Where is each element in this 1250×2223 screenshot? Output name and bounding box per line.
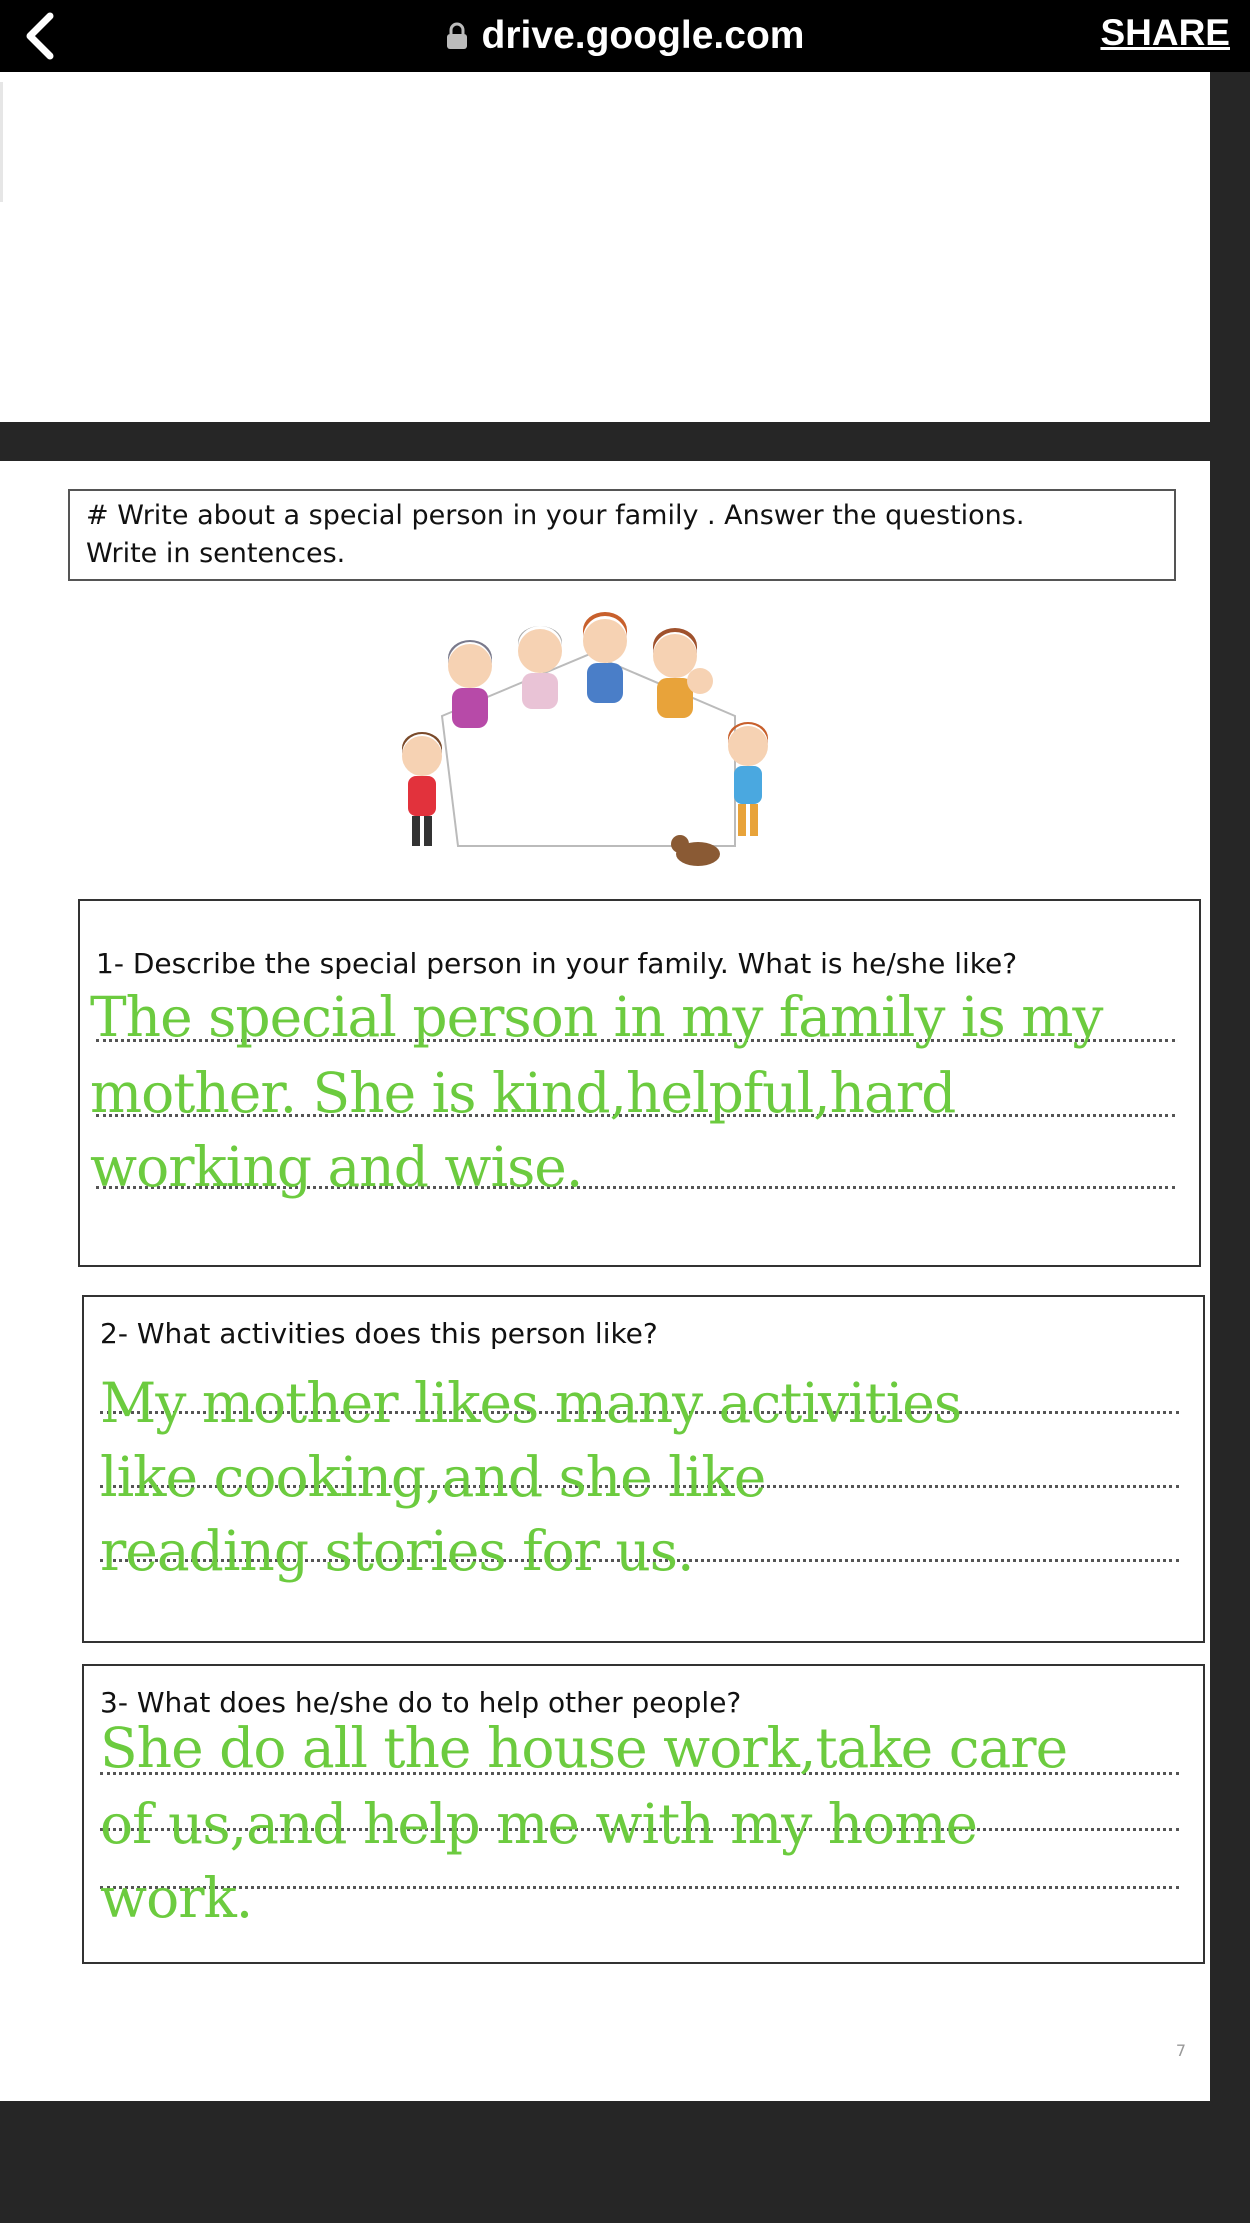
browser-top-bar <box>0 0 1250 72</box>
question-3-text: 3- What does he/she do to help other people? <box>100 1686 742 1719</box>
answer-2-line-1: My mother likes many activities <box>100 1371 962 1435</box>
url-text: drive.google.com <box>481 14 805 57</box>
answer-3-line-2: of us,and help me with my home <box>100 1792 978 1856</box>
instruction-line-2: Write in sentences. <box>86 538 346 569</box>
previous-page <box>0 72 1210 422</box>
answer-2-line-3: reading stories for us. <box>100 1519 694 1583</box>
page-number: 7 <box>1175 2041 1186 2060</box>
address-bar[interactable] <box>446 14 805 58</box>
question-3-box <box>82 1664 1205 1964</box>
answer-1-line-1: The special person in my family is my <box>90 985 1103 1049</box>
lock-icon <box>446 22 468 50</box>
worksheet-page <box>0 461 1210 2101</box>
share-button[interactable]: SHARE <box>1100 12 1230 53</box>
instruction-line-1: # Write about a special person in your family . Answer the questions. <box>86 500 1025 531</box>
chevron-left-icon <box>14 10 66 62</box>
answer-1-line-3: working and wise. <box>90 1135 583 1199</box>
question-1-box <box>78 899 1201 1267</box>
answer-3-line-3: work. <box>100 1866 253 1930</box>
question-1-text: 1- Describe the special person in your family. What is he/she like? <box>96 947 1018 980</box>
family-illustration <box>380 606 800 886</box>
back-button[interactable] <box>14 10 66 62</box>
question-2-text: 2- What activities does this person like? <box>100 1317 658 1350</box>
answer-1-line-2: mother. She is kind,helpful,hard <box>90 1061 956 1125</box>
answer-3-line-1: She do all the house work,take care <box>100 1716 1068 1780</box>
instruction-box <box>68 489 1176 581</box>
question-2-box <box>82 1295 1205 1643</box>
answer-2-line-2: like cooking,and she like <box>100 1445 766 1509</box>
